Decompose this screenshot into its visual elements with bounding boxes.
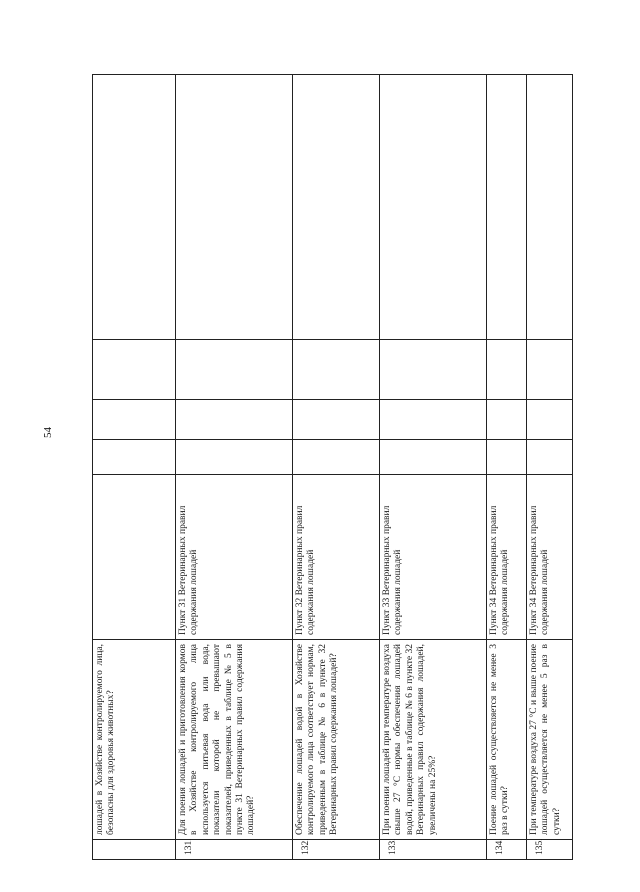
legal-basis: Пункт 33 Ветеринарных правил содержания лошадей: [380, 475, 487, 640]
table-row: [176, 75, 293, 860]
page-number: 54: [42, 427, 54, 438]
answer-no-cell: [176, 400, 293, 440]
answer-yes-cell: [93, 440, 176, 475]
answer-yes-cell: [487, 440, 527, 475]
answer-yes-cell: [293, 440, 380, 475]
row-number: 131.: [176, 840, 293, 860]
note-cell: [527, 75, 573, 340]
requirement-question: Обеспечение лошадей водой в Хозяйстве контролируемого лица соответствует нормам, приведенным в таблице № 6 в пункте 32 Ветеринарных правил содержания лошадей?: [293, 640, 380, 840]
not-applicable-cell: [527, 340, 573, 400]
not-applicable-cell: [380, 340, 487, 400]
answer-yes-cell: [176, 440, 293, 475]
answer-no-cell: [293, 400, 380, 440]
table-row: [527, 75, 573, 860]
checklist-sheet: [92, 75, 572, 860]
table-row: [380, 75, 487, 860]
note-cell: [487, 75, 527, 340]
rotated-table-frame: [92, 75, 572, 860]
answer-yes-cell: [527, 440, 573, 475]
note-cell: [93, 75, 176, 340]
not-applicable-cell: [293, 340, 380, 400]
row-number: 133.: [380, 840, 487, 860]
legal-basis: Пункт 31 Ветеринарных правил содержания лошадей: [176, 475, 293, 640]
requirement-question: При поении лошадей при температуре воздуха свыше 27 °С нормы обеспечения лошадей водой, приведенные в таблице № 6 в пункте 32 Ветеринарных правил содержания лошадей, увеличены на 25%?: [380, 640, 487, 840]
legal-basis: Пункт 32 Ветеринарных правил содержания лошадей: [293, 475, 380, 640]
legal-basis: Пункт 34 Ветеринарных правил содержания лошадей: [487, 475, 527, 640]
checklist-table: [92, 74, 573, 860]
note-cell: [380, 75, 487, 340]
requirement-question: Для поения лошадей и приготовления кормов в Хозяйстве контролируемого лица используется питьевая вода или вода, показатели которой не превышают показателей, приведенных в таблице № 5 в пункте 31 Ветеринарных правил содержания лошадей?: [176, 640, 293, 840]
answer-no-cell: [380, 400, 487, 440]
row-number: 135.: [527, 840, 573, 860]
not-applicable-cell: [487, 340, 527, 400]
answer-yes-cell: [380, 440, 487, 475]
answer-no-cell: [487, 400, 527, 440]
requirement-question: Поение лошадей осуществляется не менее 3 раз в сутки?: [487, 640, 527, 840]
table-row: [93, 75, 176, 860]
note-cell: [293, 75, 380, 340]
legal-basis: Пункт 34 Ветеринарных правил содержания лошадей: [527, 475, 573, 640]
legal-basis: [93, 475, 176, 640]
row-number: [93, 840, 176, 860]
table-row: [487, 75, 527, 860]
answer-no-cell: [93, 400, 176, 440]
row-number: 134.: [487, 840, 527, 860]
row-number: 132.: [293, 840, 380, 860]
note-cell: [176, 75, 293, 340]
table-row: [293, 75, 380, 860]
requirement-question: лошадей в Хозяйстве контролируемого лица, безопасны для здоровья животных?: [93, 640, 176, 840]
requirement-question: При температуре воздуха 27 °С и выше поение лошадей осуществляется не менее 5 раз в сутки?: [527, 640, 573, 840]
not-applicable-cell: [176, 340, 293, 400]
not-applicable-cell: [93, 340, 176, 400]
answer-no-cell: [527, 400, 573, 440]
